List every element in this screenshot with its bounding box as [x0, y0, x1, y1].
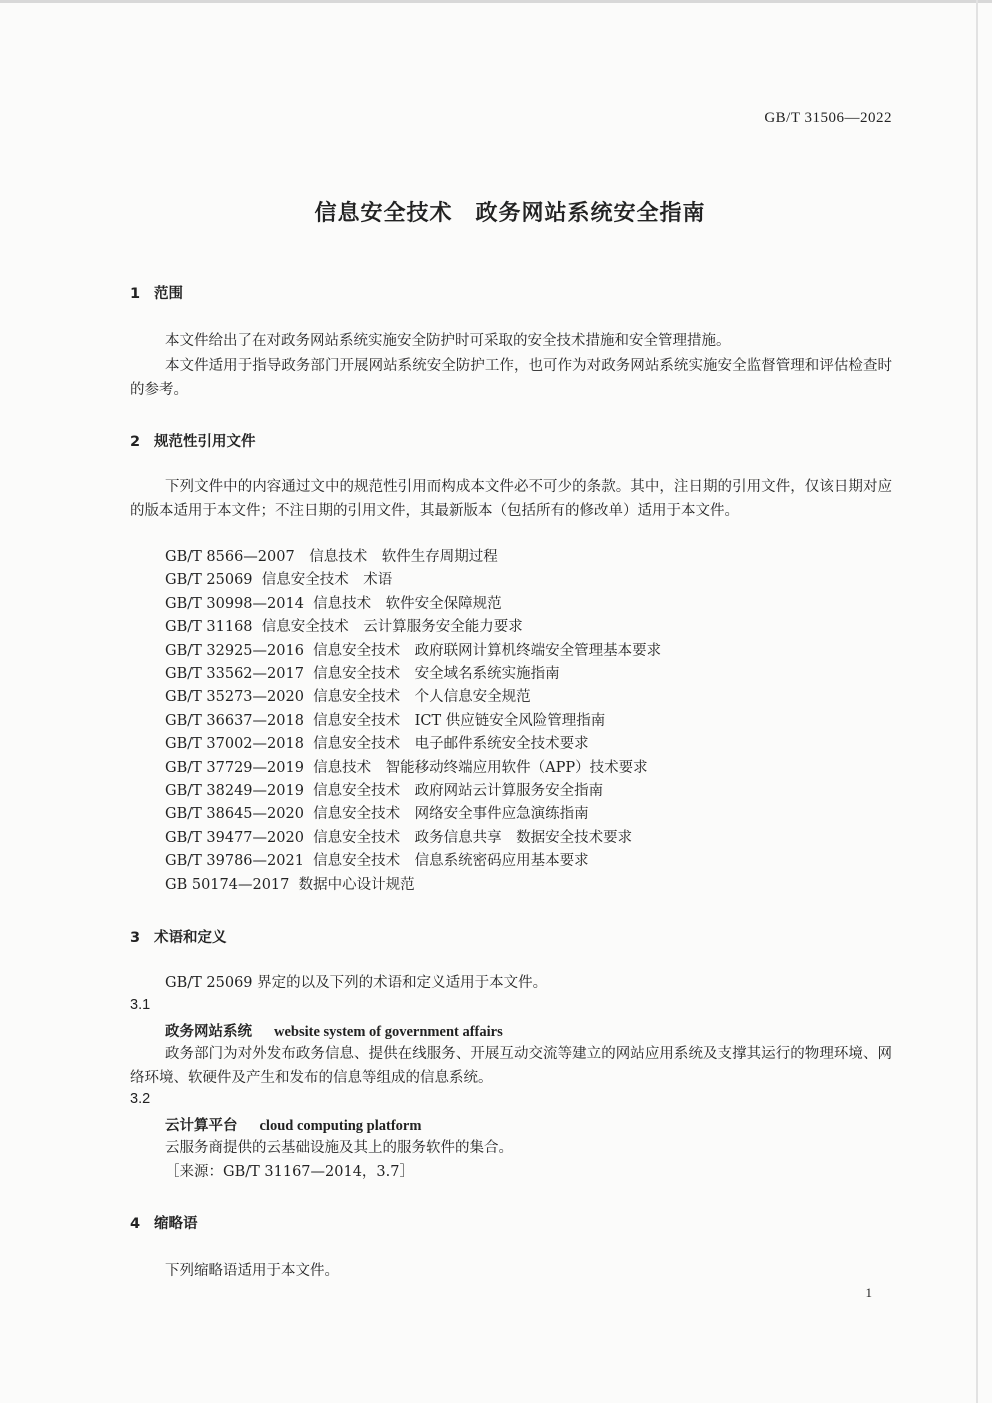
- reference-item: [165, 874, 661, 897]
- reference-title: 信息安全技术 网络安全事件应急演练指南: [313, 806, 589, 823]
- reference-code: GB/T 33562—2017: [165, 666, 304, 683]
- section-title: 缩略语: [154, 1216, 198, 1232]
- section-title: 术语和定义: [154, 930, 227, 946]
- reference-item: [165, 850, 661, 873]
- reference-code: GB/T 38645—2020: [165, 806, 304, 823]
- term-definition: 云服务商提供的云基础设施及其上的服务软件的集合。: [165, 1140, 513, 1156]
- reference-item: [165, 757, 661, 780]
- reference-title: 信息安全技术 安全域名系统实施指南: [313, 666, 560, 683]
- reference-item: [165, 663, 661, 686]
- reference-title: 信息安全技术 云计算服务安全能力要求: [261, 619, 523, 636]
- scan-edge: [0, 0, 992, 3]
- term-english: cloud computing platform: [259, 1118, 422, 1134]
- paragraph: 本文件适用于指导政务部门开展网站系统安全防护工作，也可作为对政务网站系统实施安全监督管理和评估检查时的参考。: [130, 358, 892, 398]
- reference-item: [165, 640, 661, 663]
- reference-code: GB/T 37729—2019: [165, 759, 304, 776]
- section-heading-terms: [130, 926, 227, 947]
- reference-title: 信息安全技术 术语: [261, 572, 393, 589]
- reference-title: 信息技术 软件安全保障规范: [313, 595, 502, 612]
- reference-title: 信息技术 软件生存周期过程: [309, 549, 498, 565]
- paragraph: 下列文件中的内容通过文中的规范性引用而构成本文件必不可少的条款。其中，注日期的引用文件，仅该日期对应的版本适用于本文件；不注日期的引用文件，其最新版本（包括所有的修改单）适用于本文件。: [130, 479, 892, 519]
- reference-code: GB/T 31168: [165, 619, 253, 636]
- section-number: 3: [130, 930, 141, 946]
- section-title: 范围: [154, 286, 183, 302]
- section-heading-normative-references: [130, 430, 256, 451]
- reference-item: [165, 569, 661, 592]
- term-chinese: 云计算平台: [165, 1118, 238, 1134]
- reference-title: 数据中心设计规范: [298, 876, 415, 893]
- term-number: 3.1: [130, 997, 151, 1013]
- term-chinese: 政务网站系统: [165, 1024, 252, 1040]
- reference-item: [165, 803, 661, 826]
- reference-code: GB/T 36637—2018: [165, 712, 304, 729]
- reference-item: [165, 546, 661, 569]
- term-number: 3.2: [130, 1091, 151, 1107]
- reference-code: GB/T 30998—2014: [165, 595, 304, 612]
- section-heading-scope: [130, 282, 183, 303]
- reference-code: GB/T 25069: [165, 572, 253, 589]
- term-heading: [165, 1114, 421, 1135]
- reference-code: GB/T 38249—2019: [165, 783, 304, 800]
- reference-title: 信息安全技术 政府联网计算机终端安全管理基本要求: [313, 642, 662, 659]
- document-title: 信息安全技术 政务网站系统安全指南: [314, 201, 706, 226]
- reference-code: GB/T 35273—2020: [165, 689, 304, 706]
- reference-title: 信息安全技术 信息系统密码应用基本要求: [313, 853, 589, 870]
- term-source: ［来源：GB/T 31167—2014，3.7］: [165, 1164, 414, 1180]
- reference-code: GB 50174—2017: [165, 876, 290, 893]
- reference-item: [165, 710, 661, 733]
- reference-title: 信息安全技术 个人信息安全规范: [313, 689, 531, 706]
- reference-code: GB/T 8566—2007: [165, 549, 295, 565]
- reference-title: 信息安全技术 政府网站云计算服务安全指南: [313, 783, 604, 800]
- reference-title: 信息安全技术 电子邮件系统安全技术要求: [313, 736, 589, 753]
- reference-title: 信息安全技术 政务信息共享 数据安全技术要求: [313, 829, 633, 846]
- section-number: 4: [130, 1216, 141, 1232]
- reference-code: GB/T 37002—2018: [165, 736, 304, 753]
- standard-code: GB/T 31506—2022: [764, 110, 892, 126]
- paragraph: GB/T 25069 界定的以及下列的术语和定义适用于本文件。: [165, 975, 548, 991]
- reference-code: GB/T 32925—2016: [165, 642, 304, 659]
- reference-item: [165, 827, 661, 850]
- paragraph: 本文件给出了在对政务网站系统实施安全防护时可采取的安全技术措施和安全管理措施。: [165, 333, 731, 349]
- reference-item: [165, 780, 661, 803]
- paragraph: 下列缩略语适用于本文件。: [165, 1263, 339, 1279]
- term-heading: [165, 1020, 503, 1041]
- page-number: 1: [865, 1285, 872, 1300]
- term-english: website system of government affairs: [274, 1024, 503, 1040]
- section-heading-abbreviations: [130, 1212, 198, 1233]
- section-title: 规范性引用文件: [154, 434, 256, 450]
- reference-code: GB/T 39786—2021: [165, 853, 304, 870]
- reference-code: GB/T 39477—2020: [165, 829, 304, 846]
- reference-item: [165, 733, 661, 756]
- term-definition: 政务部门为对外发布政务信息、提供在线服务、开展互动交流等建立的网站应用系统及支撑其运行的物理环境、网络环境、软硬件及产生和发布的信息等组成的信息系统。: [130, 1046, 892, 1086]
- reference-item: [165, 686, 661, 709]
- reference-item: [165, 593, 661, 616]
- reference-item: [165, 616, 661, 639]
- reference-title: 信息安全技术 ICT 供应链安全风险管理指南: [313, 712, 606, 729]
- reference-title: 信息技术 智能移动终端应用软件（APP）技术要求: [313, 759, 648, 776]
- reference-list: [165, 546, 661, 897]
- section-number: 1: [130, 286, 141, 302]
- section-number: 2: [130, 434, 141, 450]
